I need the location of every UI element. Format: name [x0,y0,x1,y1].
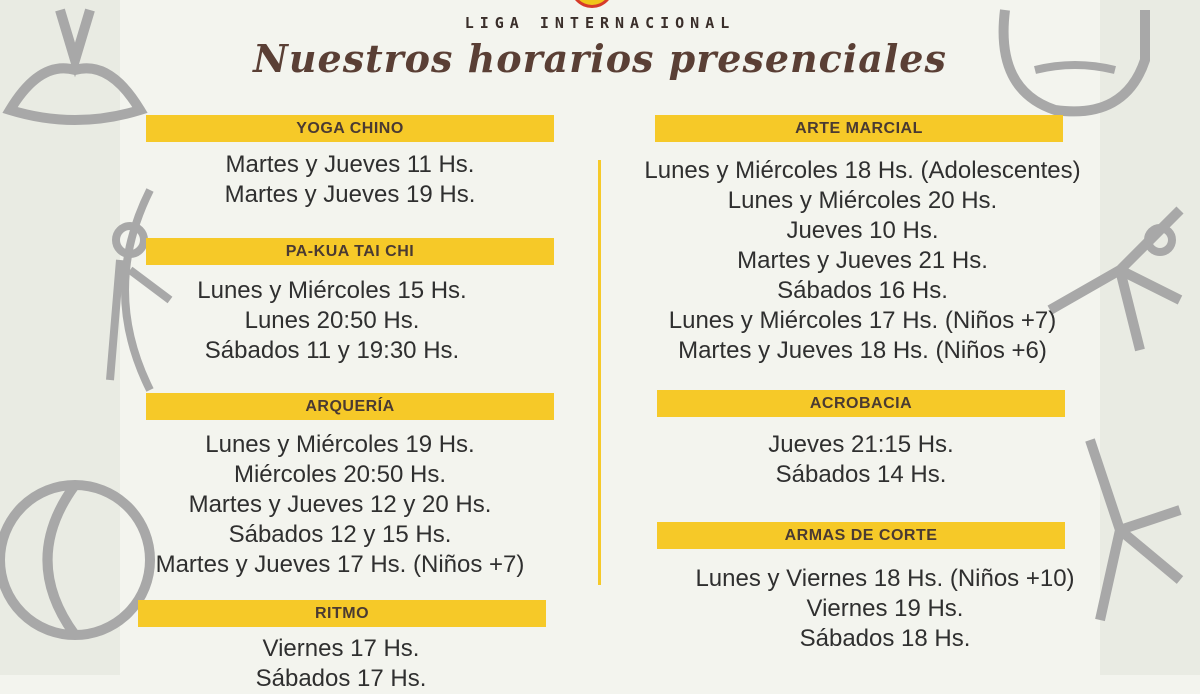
page-title: Nuestros horarios presenciales [253,36,947,81]
schedule-line: Martes y Jueves 17 Hs. (Niños +7) [155,551,525,578]
schedule-line: Lunes y Miércoles 19 Hs. [205,431,475,458]
schedule-line: Lunes y Viernes 18 Hs. (Niños +10) [695,565,1075,592]
schedule-line: Sábados 12 y 15 Hs. [228,521,452,548]
schedule-line: Jueves 21:15 Hs. [768,431,954,458]
section-header-pa-kua-tai-chi: PA-KUA TAI CHI [146,238,554,265]
schedule-line: Lunes y Miércoles 18 Hs. (Adolescentes) [644,157,1081,184]
section-header-acrobacia: ACROBACIA [657,390,1065,417]
schedule-line: Lunes 20:50 Hs. [244,307,420,334]
schedule-line: Sábados 14 Hs. [775,461,947,488]
schedule-line: Miércoles 20:50 Hs. [233,461,447,488]
brand-name: LIGA INTERNACIONAL [464,14,736,32]
schedule-line: Sábados 17 Hs. [255,665,427,692]
section-header-ritmo: RITMO [138,600,546,627]
section-header-arte-marcial: ARTE MARCIAL [655,115,1063,142]
schedule-line: Sábados 18 Hs. [799,625,971,652]
schedule-ritmo [146,634,536,694]
schedule-line: Martes y Jueves 18 Hs. (Niños +6) [678,337,1047,364]
logo [570,0,614,8]
schedule-armas-de-corte [665,564,1105,654]
schedule-line: Sábados 11 y 19:30 Hs. [204,337,460,364]
section-header-yoga-chino: YOGA CHINO [146,115,554,142]
schedule-line: Lunes y Miércoles 15 Hs. [197,277,467,304]
schedule-pa-kua-tai-chi [132,276,532,366]
schedule-yoga-chino [146,150,554,210]
schedule-line: Jueves 10 Hs. [786,217,939,244]
schedule-line: Lunes y Miércoles 17 Hs. (Niños +7) [668,307,1057,334]
schedule-line: Martes y Jueves 19 Hs. [224,181,476,208]
schedule-line: Sábados 16 Hs. [777,277,948,304]
schedule-line: Viernes 17 Hs. [262,635,420,662]
schedule-arqueria [120,430,560,580]
schedule-line: Lunes y Miércoles 20 Hs. [727,187,998,214]
section-header-armas-de-corte: ARMAS DE CORTE [657,522,1065,549]
schedule-acrobacia [657,430,1065,490]
schedule-arte-marcial [610,156,1115,366]
schedule-line: Viernes 19 Hs. [806,595,964,622]
schedule-line: Martes y Jueves 12 y 20 Hs. [188,491,492,518]
section-header-arqueria: ARQUERÍA [146,393,554,420]
schedule-line: Martes y Jueves 21 Hs. [737,247,988,274]
schedule-line: Martes y Jueves 11 Hs. [225,151,475,178]
column-divider [598,160,601,585]
